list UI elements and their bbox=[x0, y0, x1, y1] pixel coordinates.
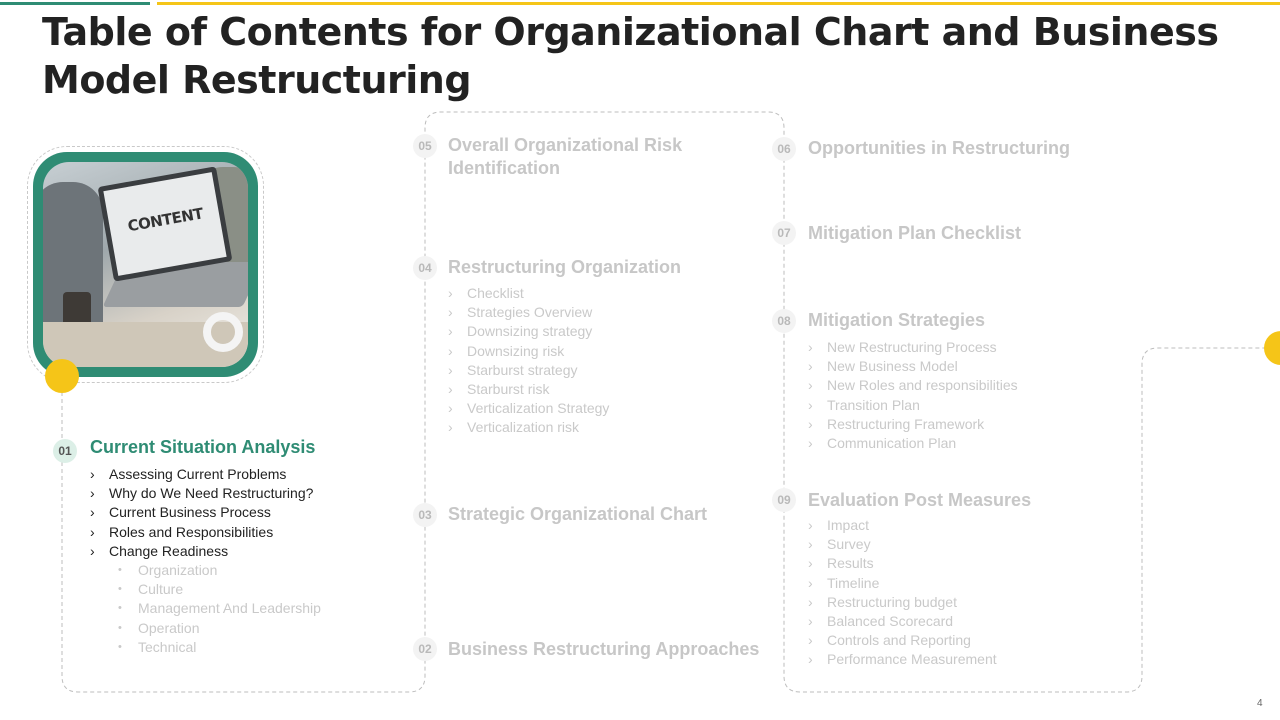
section-01-list bbox=[90, 465, 313, 561]
list-item[interactable]: › Checklist bbox=[448, 284, 609, 303]
list-item[interactable]: › Communication Plan bbox=[808, 434, 1018, 453]
section-number-03: 03 bbox=[413, 503, 437, 527]
section-08-list bbox=[808, 338, 1018, 453]
sub-list-item[interactable]: • Management And Leadership bbox=[118, 599, 321, 618]
list-item[interactable]: › New Roles and responsibilities bbox=[808, 376, 1018, 395]
list-item[interactable]: › Strategies Overview bbox=[448, 303, 609, 322]
section-number-01: 01 bbox=[53, 439, 77, 463]
content-photo bbox=[43, 162, 248, 367]
headphones-icon bbox=[203, 312, 243, 352]
list-item[interactable]: › Change Readiness bbox=[90, 542, 313, 561]
section-number-05: 05 bbox=[413, 134, 437, 158]
sub-list-item[interactable]: • Culture bbox=[118, 580, 321, 599]
list-item[interactable]: › New Business Model bbox=[808, 357, 1018, 376]
list-item[interactable]: › New Restructuring Process bbox=[808, 338, 1018, 357]
laptop-screen bbox=[98, 166, 233, 281]
list-item[interactable]: › Starburst strategy bbox=[448, 361, 609, 380]
section-title-business-restructuring-approaches[interactable]: Business Restructuring Approaches bbox=[448, 639, 760, 659]
section-01-sublist bbox=[118, 561, 321, 657]
list-item[interactable]: › Transition Plan bbox=[808, 396, 1018, 415]
list-item[interactable]: › Results bbox=[808, 554, 997, 573]
list-item[interactable]: › Controls and Reporting bbox=[808, 631, 997, 650]
section-title-current-situation-analysis[interactable]: Current Situation Analysis bbox=[90, 437, 316, 457]
section-title-mitigation-plan-checklist[interactable]: Mitigation Plan Checklist bbox=[808, 223, 1022, 243]
list-item[interactable]: › Downsizing risk bbox=[448, 342, 609, 361]
section-number-08: 08 bbox=[772, 309, 796, 333]
list-item[interactable]: › Timeline bbox=[808, 574, 997, 593]
timeline-start-dot bbox=[45, 359, 79, 393]
list-item[interactable]: › Assessing Current Problems bbox=[90, 465, 313, 484]
list-item[interactable]: › Impact bbox=[808, 516, 997, 535]
list-item[interactable]: › Restructuring Framework bbox=[808, 415, 1018, 434]
page-title: Table of Contents for Organizational Chart and Business Model Restructuring bbox=[42, 10, 1219, 102]
section-title-overall-organizational-risk-identification[interactable]: Overall Organizational Risk Identification bbox=[448, 135, 683, 178]
list-item[interactable]: › Current Business Process bbox=[90, 503, 313, 522]
section-title-strategic-organizational-chart[interactable]: Strategic Organizational Chart bbox=[448, 504, 708, 524]
sub-list-item[interactable]: • Organization bbox=[118, 561, 321, 580]
list-item[interactable]: › Performance Measurement bbox=[808, 650, 997, 669]
list-item[interactable]: › Verticalization Strategy bbox=[448, 399, 609, 418]
list-item[interactable]: › Balanced Scorecard bbox=[808, 612, 997, 631]
section-04-list bbox=[448, 284, 609, 438]
list-item[interactable]: › Survey bbox=[808, 535, 997, 554]
content-photo-frame bbox=[33, 152, 258, 377]
list-item[interactable]: › Restructuring budget bbox=[808, 593, 997, 612]
section-title-evaluation-post-measures[interactable]: Evaluation Post Measures bbox=[808, 490, 1032, 510]
section-title-mitigation-strategies[interactable]: Mitigation Strategies bbox=[808, 310, 986, 330]
section-title-opportunities-in-restructuring[interactable]: Opportunities in Restructuring bbox=[808, 138, 1071, 158]
list-item[interactable]: › Roles and Responsibilities bbox=[90, 523, 313, 542]
page-number: 4 bbox=[1257, 698, 1263, 709]
laptop-screen-text: CONTENT bbox=[126, 204, 205, 236]
section-title-restructuring-organization[interactable]: Restructuring Organization bbox=[448, 257, 682, 277]
section-09-list bbox=[808, 516, 997, 670]
section-number-02: 02 bbox=[413, 637, 437, 661]
list-item[interactable]: › Starburst risk bbox=[448, 380, 609, 399]
list-item[interactable]: › Why do We Need Restructuring? bbox=[90, 484, 313, 503]
section-number-04: 04 bbox=[413, 256, 437, 280]
list-item[interactable]: › Downsizing strategy bbox=[448, 322, 609, 341]
section-number-07: 07 bbox=[772, 221, 796, 245]
section-number-09: 09 bbox=[772, 488, 796, 512]
sub-list-item[interactable]: • Technical bbox=[118, 638, 321, 657]
list-item[interactable]: › Verticalization risk bbox=[448, 418, 609, 437]
sub-list-item[interactable]: • Operation bbox=[118, 619, 321, 638]
section-number-06: 06 bbox=[772, 137, 796, 161]
